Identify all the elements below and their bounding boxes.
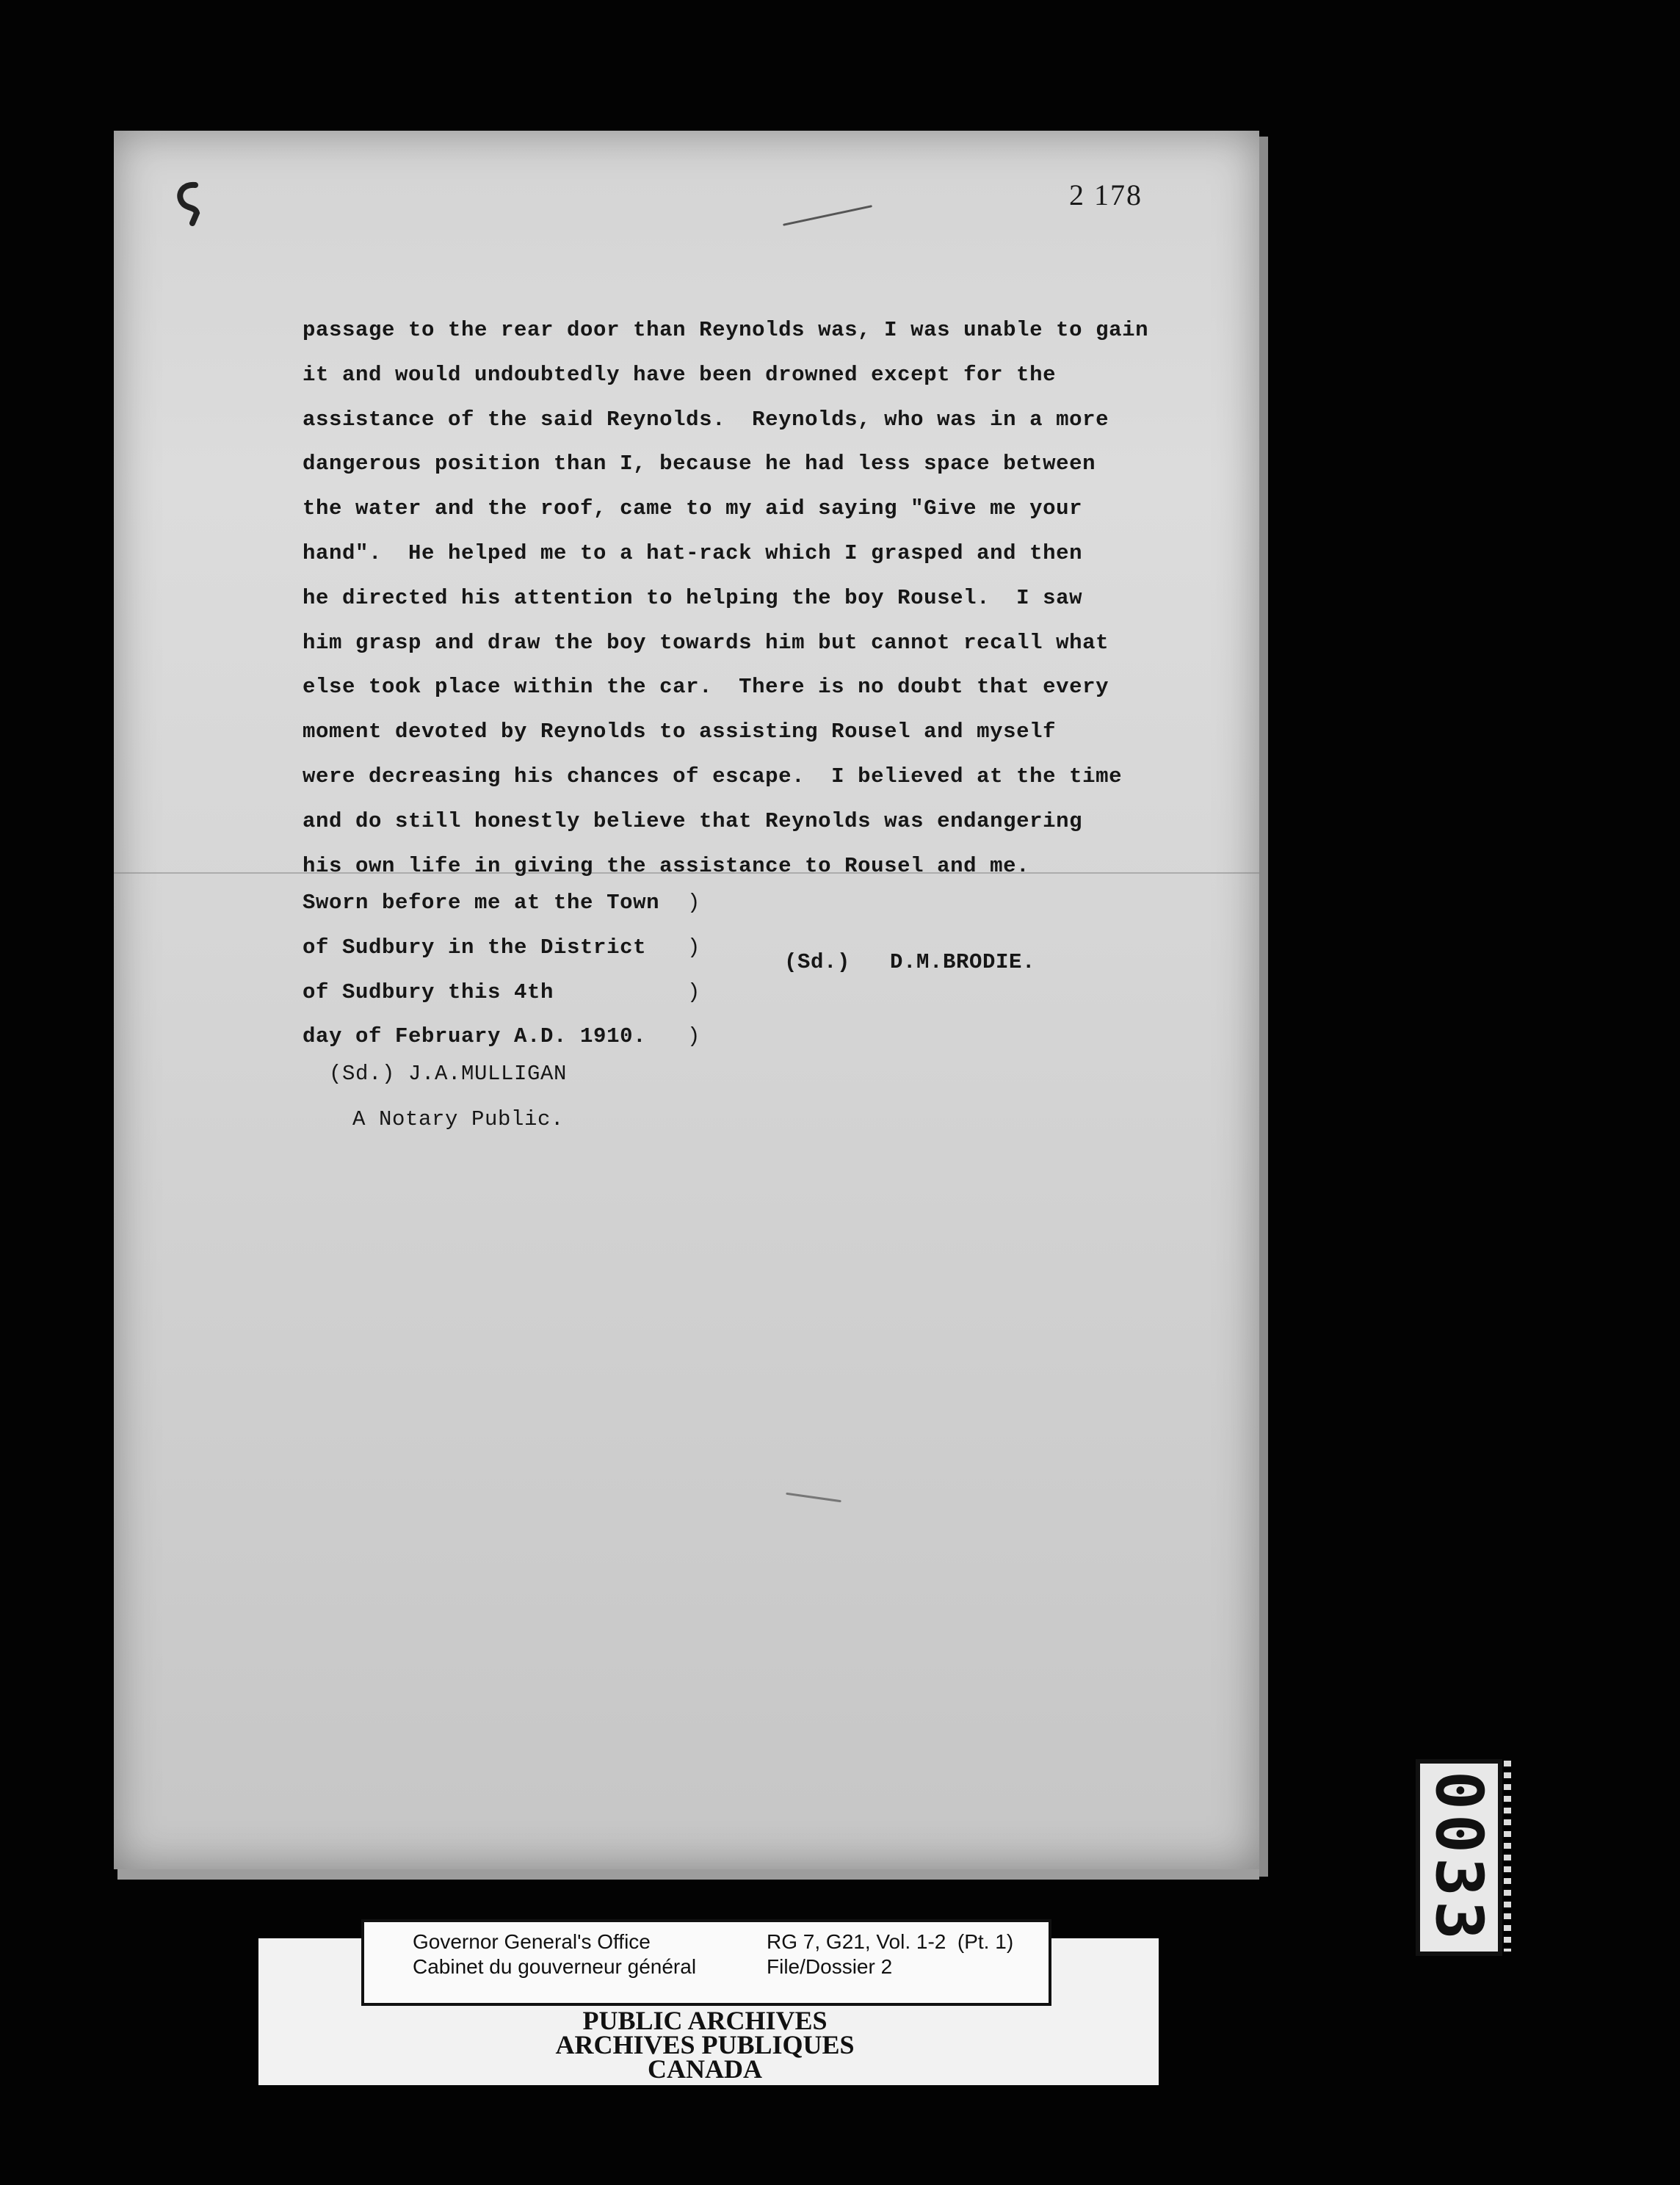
fonds-name-fr: Cabinet du gouverneur général (413, 1955, 697, 1978)
body-line: the water and the roof, came to my aid saying "Give me your (303, 496, 1083, 521)
jurat-line: of Sudbury this 4th (303, 979, 554, 1004)
bracket: ) (687, 891, 700, 915)
frame-number-text: 0033 (1421, 1771, 1497, 1944)
body-line: were decreasing his chances of escape. I believed at the time (303, 764, 1123, 789)
bracket: ) (687, 1024, 700, 1049)
staple-mark-icon (173, 181, 209, 228)
body-line: his own life in giving the assistance to Rousel and me. (303, 853, 1030, 878)
fonds-name-en: Governor General's Office (413, 1930, 651, 1953)
affidavit-body (303, 308, 1176, 888)
page-bottom-edge (117, 1869, 1259, 1880)
body-line: it and would undoubtedly have been drowned except for the (303, 362, 1057, 387)
jurat-line: Sworn before me at the Town (303, 891, 660, 915)
jurat-line: day of February A.D. 1910. (303, 1024, 647, 1049)
body-line: else took place within the car. There is no doubt that every (303, 675, 1109, 700)
bracket: ) (687, 979, 700, 1004)
body-line: dangerous position than I, because he had less space between (303, 452, 1096, 477)
body-line: passage to the rear door than Reynolds was, I was unable to gain (303, 318, 1149, 342)
body-line: assistance of the said Reynolds. Reynolds, who was in a more (303, 407, 1109, 432)
body-line: him grasp and draw the boy towards him but cannot recall what (303, 630, 1109, 655)
reference-file: File/Dossier 2 (767, 1955, 893, 1978)
page-number: 2 178 (1069, 178, 1143, 211)
jurat-brackets (687, 881, 700, 1059)
jurat-block (303, 881, 659, 1059)
film-frame-number (1416, 1759, 1502, 1956)
archives-stamp-line: ARCHIVES PUBLIQUES (555, 2030, 855, 2059)
reference-code (767, 1929, 1013, 1979)
body-line: he directed his attention to helping the boy Rousel. I saw (303, 585, 1083, 610)
body-line: moment devoted by Reynolds to assisting Rousel and myself (303, 720, 1057, 744)
page-edge-shadow (1259, 137, 1268, 1877)
body-line: hand". He helped me to a hat-rack which I grasped and then (303, 540, 1083, 565)
bracket: ) (687, 935, 700, 960)
archives-stamp (477, 2006, 933, 2084)
archives-stamp-line: CANADA (648, 2054, 762, 2084)
jurat-line: of Sudbury in the District (303, 935, 647, 960)
body-line: and do still honestly believe that Reynolds was endangering (303, 808, 1083, 833)
archive-reference-card (361, 1919, 1051, 2006)
film-sprocket-holes (1504, 1761, 1511, 1952)
deponent-signature: (Sd.) D.M.BRODIE. (784, 950, 1036, 974)
notary-signature: (Sd.) J.A.MULLIGAN (329, 1062, 568, 1086)
fonds-name (413, 1929, 696, 1979)
archives-stamp-line: PUBLIC ARCHIVES (582, 2006, 828, 2035)
reference-volume: RG 7, G21, Vol. 1-2 (Pt. 1) (767, 1930, 1014, 1953)
notary-title: A Notary Public. (352, 1107, 565, 1131)
